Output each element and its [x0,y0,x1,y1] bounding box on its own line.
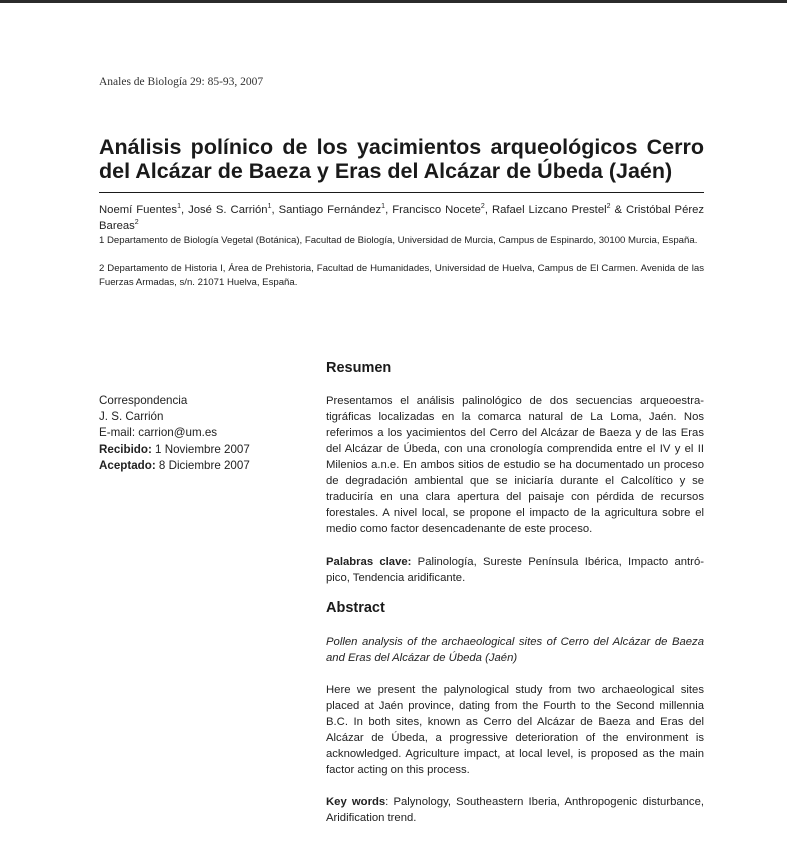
author-separator: , [484,204,492,216]
author-list [99,203,704,234]
author-separator: , [271,204,279,216]
article-title: Análisis polínico de los yacimientos arqueológicos Cerro del Alcázar de Baeza y Eras del Alcázar de Úbeda (Jaén) [99,135,704,183]
author-name: José S. Carrión [188,204,268,216]
resumen-heading: Resumen [326,360,392,376]
author-affiliation-mark: 2 [480,203,485,211]
resumen-text: Presentamos el análisis palinológico de dos secuencias arqueoestra-tigráficas localizadas en la comarca natural de La Loma, Jaén. Nos referimos a los yacimientos del Cerro del Alcázar de Baeza y de las Eras del Alcázar de Úbeda, con una cronología comprendida entre el IV y el II Milenios a.n.e. En ambos sitios de estudio se ha documentado un proceso de degradación ambiental que se iniciaría durante el Calcolítico y se traduciría en una clara apertura del paisaje con pérdida de recursos forestales. A nivel local, se propone el impacto de la agricultura sobre el medio como factor desencadenante de este proceso. [326,395,704,535]
abstract-section [326,600,704,616]
abstract-keywords-value: : Palynology, Southeastern Iberia, Anthropogenic disturbance, Aridification trend. [326,796,704,824]
resumen-section [326,360,704,376]
author-affiliation-mark: 1 [177,203,181,211]
resumen-keywords [326,554,704,586]
affiliation-1: 1 Departamento de Biología Vegetal (Botánica), Facultad de Biología, Universidad de Murcia, Campus de Espinardo, 30100 Murcia, España. [99,235,698,246]
abstract-heading: Abstract [326,600,385,616]
correspondence-block [99,393,299,474]
resumen-keywords-label: Palabras clave: [326,556,412,568]
correspondence-email: E-mail: carrion@um.es [99,426,218,440]
abstract-keywords [326,794,704,826]
abstract-keywords-label: Key words [326,796,386,808]
top-rule [0,0,787,3]
received-value: 1 Noviembre 2007 [151,442,250,456]
author-separator: , [180,204,189,216]
received-date [99,442,299,458]
title-rule [99,192,704,193]
author-name: Francisco Nocete [392,204,481,216]
author-name: Rafael Lizcano Prestel [491,204,607,216]
author-separator: , [385,204,393,216]
author-affiliation-mark: 1 [267,203,272,211]
author-name: Noemí Fuentes [99,204,178,216]
accepted-date [99,458,299,474]
author-separator: & [610,204,626,216]
affiliation-2: 2 Departamento de Historia I, Área de Prehistoria, Facultad de Humanidades, Universidad de Huelva, Campus de El Carmen. Avenida de las Fuerzas Armadas, s/n. 21071 Huelva, España. [99,263,704,288]
author-affiliation-mark: 1 [381,203,386,211]
author-name: Santiago Fernández [278,204,382,216]
correspondence-label: Correspondencia [99,394,188,407]
resumen-keywords-value: Palinología, Sureste Península Ibérica, Impacto antró-pico, Tendencia aridificante. [326,556,704,584]
accepted-label: Aceptado: [99,458,156,472]
journal-citation: Anales de Biología 29: 85-93, 2007 [99,76,264,88]
abstract-english-title: Pollen analysis of the archaeological sites of Cerro del Alcázar de Baeza and Eras del Alcázar de Úbeda (Jaén) [326,636,704,664]
abstract-text: Here we present the palynological study from two archaeological sites placed at Jaén province, dating from the Fourth to the Second millennia B.C. In both sites, known as Cerro del Alcázar de Baeza and Eras del Alcázar de Úbeda, a progressive deterioration of the environment is acknowledged. Agriculture impact, at local level, is proposed as the main factor acting on this process. [326,684,704,776]
author-affiliation-mark: 2 [134,218,139,226]
author-affiliation-mark: 2 [606,203,611,211]
received-label: Recibido: [99,442,152,456]
correspondence-name: J. S. Carrión [99,410,164,424]
author-name: Cristóbal Pérez Bareas [99,204,705,232]
accepted-value: 8 Diciembre 2007 [155,458,250,472]
